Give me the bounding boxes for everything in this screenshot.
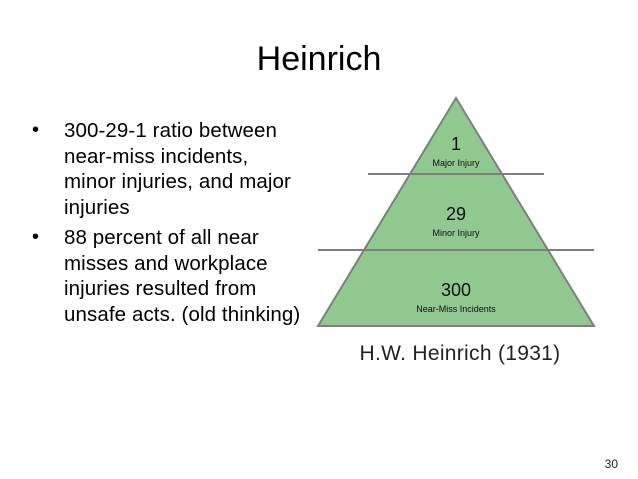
pyramid-level-number: 300 <box>440 280 472 300</box>
pyramid-caption: H.W. Heinrich (1931) <box>359 342 561 365</box>
pyramid-level-number: 1 <box>450 134 462 154</box>
bullet-list <box>30 118 305 332</box>
pyramid-level-label: Near-Miss Incidents <box>416 304 496 314</box>
page-number: 30 <box>604 457 618 471</box>
bullet-item <box>30 225 305 327</box>
pyramid-level-label: Major Injury <box>432 158 480 168</box>
bullet-marker: • <box>32 226 40 248</box>
bullet-marker: • <box>32 119 40 141</box>
bullet-text: 300-29-1 ratio between near-miss incidents, minor injuries, and major injuries <box>64 119 291 219</box>
heinrich-pyramid-diagram <box>318 98 594 326</box>
bullet-item <box>30 118 305 220</box>
slide-title: Heinrich <box>256 40 382 78</box>
pyramid-level-label: Minor Injury <box>432 228 480 238</box>
bullet-text: 88 percent of all near misses and workplace injuries resulted from unsafe acts. (old thinking) <box>64 226 301 326</box>
pyramid-level-number: 29 <box>445 204 467 224</box>
